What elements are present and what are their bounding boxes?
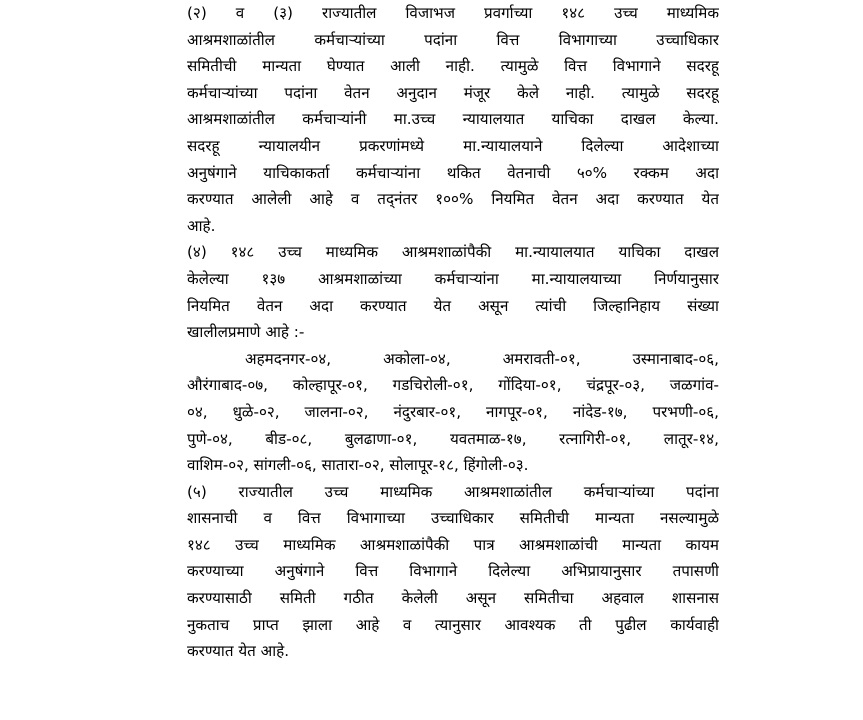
paragraph-line: कर्मचाऱ्यांच्या पदांना वेतन अनुदान मंजूर केले नाही. त्यामुळे सदरहू <box>187 83 719 102</box>
paragraph-line: करण्यात येत आहे. <box>187 642 290 661</box>
paragraph-line: करण्यात आलेली आहे व तद्नंतर १००% नियमित वेतन अदा करण्यात येत <box>187 190 719 209</box>
paragraph-line: केलेल्या १३७ आश्रमशाळांच्या कर्मचाऱ्यांना मा.न्यायालयाच्या निर्णयानुसार <box>187 269 719 288</box>
paragraph-line: नियमित वेतन अदा करण्यात येत असून त्यांची जिल्हानिहाय संख्या <box>187 296 719 315</box>
district-list <box>187 346 719 479</box>
paragraph-4 <box>187 239 719 345</box>
paragraph-line: (५) राज्यातील उच्च माध्यमिक आश्रमशाळांतील कर्मचाऱ्यांच्या पदांना <box>187 482 719 501</box>
paragraph-line: आहे. <box>187 216 216 235</box>
paragraph-line: करण्याच्या अनुषंगाने वित्त विभागाने दिलेल्या अभिप्रायानुसार तपासणी <box>187 562 719 581</box>
document-page <box>187 0 719 720</box>
paragraph-line: सदरहू न्यायालयीन प्रकरणांमध्ये मा.न्यायालयाने दिलेल्या आदेशाच्या <box>187 136 719 155</box>
paragraph-line: १४८ उच्च माध्यमिक आश्रमशाळांपैकी पात्र आश्रमशाळांची मान्यता कायम <box>187 535 719 554</box>
paragraph-line: आश्रमशाळांतील कर्मचाऱ्यांनी मा.उच्च न्यायालयात याचिका दाखल केल्या. <box>187 110 719 129</box>
paragraph-line: करण्यासाठी समिती गठीत केलेली असून समितीचा अहवाल शासनास <box>187 589 719 608</box>
district-list-line: ०४, धुळे-०२, जालना-०२, नंदुरबार-०१, नागपूर-०१, नांदेड-१७, परभणी-०६, <box>187 402 719 421</box>
district-list-line: औरंगाबाद-०७, कोल्हापूर-०१, गडचिरोली-०१, गोंदिया-०१, चंद्रपूर-०३, जळगांव- <box>187 376 719 395</box>
district-list-line: अहमदनगर-०४, अकोला-०४, अमरावती-०१, उस्मानाबाद-०६, <box>245 349 719 368</box>
paragraph-line: समितीची मान्यता घेण्यात आली नाही. त्यामुळे वित्त विभागाने सदरहू <box>187 57 719 76</box>
paragraph-line: (४) १४८ उच्च माध्यमिक आश्रमशाळांपैकी मा.न्यायालयात याचिका दाखल <box>187 243 719 262</box>
paragraph-line: खालीलप्रमाणे आहे :- <box>187 323 305 342</box>
paragraph-line: आश्रमशाळांतील कर्मचाऱ्यांच्या पदांना वित्त विभागाच्या उच्चाधिकार <box>187 30 719 49</box>
paragraph-line: शासनाची व वित्त विभागाच्या उच्चाधिकार समितीची मान्यता नसल्यामुळे <box>187 509 719 528</box>
paragraph-line: (२) व (३) राज्यातील विजाभज प्रवर्गाच्या १४८ उच्च माध्यमिक <box>187 4 719 22</box>
paragraph-2-3 <box>187 0 719 239</box>
paragraph-line: नुकताच प्राप्त झाला आहे व त्यानुसार आवश्यक ती पुढील कार्यवाही <box>187 615 719 634</box>
district-list-line: वाशिम-०२, सांगली-०६, सातारा-०२, सोलापूर-१८, हिंगोली-०३. <box>187 456 529 475</box>
district-list-line: पुणे-०४, बीड-०८, बुलढाणा-०१, यवतमाळ-१७, रत्नागिरी-०१, लातूर-१४, <box>187 429 719 448</box>
paragraph-line: अनुषंगाने याचिकाकर्ता कर्मचाऱ्यांना थकित वेतनाची ५०% रक्कम अदा <box>187 163 719 182</box>
paragraph-5 <box>187 479 719 665</box>
